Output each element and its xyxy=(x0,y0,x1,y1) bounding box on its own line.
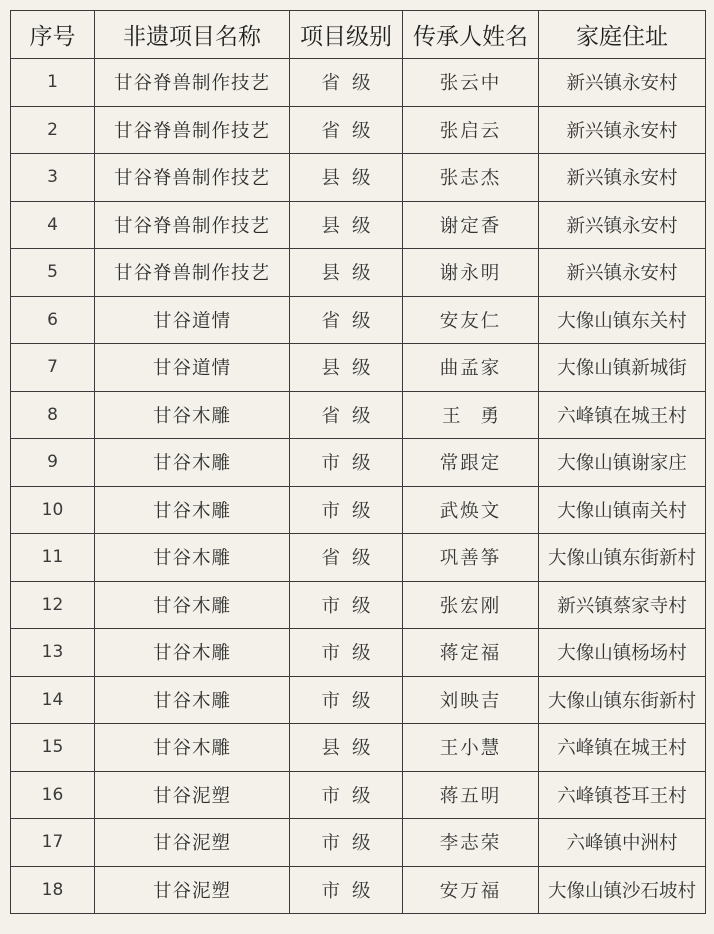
cell-no: 13 xyxy=(11,629,95,677)
cell-inheritor: 王勇 xyxy=(403,391,539,439)
cell-project: 甘谷木雕 xyxy=(95,676,290,724)
cell-inheritor: 谢永明 xyxy=(403,249,539,297)
cell-address: 新兴镇永安村 xyxy=(539,106,706,154)
cell-level: 市级 xyxy=(290,486,403,534)
cell-address: 新兴镇永安村 xyxy=(539,154,706,202)
cell-address: 大像山镇东关村 xyxy=(539,296,706,344)
header-inheritor: 传承人姓名 xyxy=(403,11,539,59)
cell-level: 市级 xyxy=(290,819,403,867)
cell-address: 大像山镇沙石坡村 xyxy=(539,866,706,914)
cell-no: 5 xyxy=(11,249,95,297)
table-row xyxy=(11,771,706,819)
cell-inheritor: 张云中 xyxy=(403,59,539,107)
cell-no: 12 xyxy=(11,581,95,629)
cell-level: 省级 xyxy=(290,391,403,439)
cell-address: 新兴镇蔡家寺村 xyxy=(539,581,706,629)
cell-project: 甘谷道情 xyxy=(95,344,290,392)
cell-address: 大像山镇谢家庄 xyxy=(539,439,706,487)
header-row xyxy=(11,11,706,59)
cell-no: 7 xyxy=(11,344,95,392)
cell-project: 甘谷木雕 xyxy=(95,534,290,582)
cell-level: 市级 xyxy=(290,866,403,914)
cell-inheritor: 张宏刚 xyxy=(403,581,539,629)
table-body xyxy=(11,59,706,914)
cell-project: 甘谷木雕 xyxy=(95,724,290,772)
cell-level: 省级 xyxy=(290,106,403,154)
cell-project: 甘谷泥塑 xyxy=(95,771,290,819)
table-row xyxy=(11,866,706,914)
cell-level: 县级 xyxy=(290,201,403,249)
table-row xyxy=(11,344,706,392)
cell-level: 市级 xyxy=(290,771,403,819)
cell-inheritor: 蒋定福 xyxy=(403,629,539,677)
cell-inheritor: 安万福 xyxy=(403,866,539,914)
header-no: 序号 xyxy=(11,11,95,59)
cell-level: 省级 xyxy=(290,59,403,107)
cell-no: 17 xyxy=(11,819,95,867)
cell-inheritor: 曲孟家 xyxy=(403,344,539,392)
cell-level: 市级 xyxy=(290,581,403,629)
table-row xyxy=(11,439,706,487)
heritage-table xyxy=(10,10,706,914)
table-row xyxy=(11,106,706,154)
cell-address: 大像山镇东街新村 xyxy=(539,534,706,582)
cell-project: 甘谷木雕 xyxy=(95,391,290,439)
cell-project: 甘谷泥塑 xyxy=(95,866,290,914)
cell-level: 县级 xyxy=(290,344,403,392)
cell-address: 新兴镇永安村 xyxy=(539,59,706,107)
heritage-table-container xyxy=(10,10,705,920)
cell-inheritor: 李志荣 xyxy=(403,819,539,867)
cell-inheritor: 巩善筝 xyxy=(403,534,539,582)
table-row xyxy=(11,819,706,867)
cell-address: 大像山镇南关村 xyxy=(539,486,706,534)
cell-level: 市级 xyxy=(290,676,403,724)
cell-no: 14 xyxy=(11,676,95,724)
cell-address: 六峰镇在城王村 xyxy=(539,391,706,439)
table-row xyxy=(11,154,706,202)
cell-project: 甘谷木雕 xyxy=(95,439,290,487)
cell-no: 15 xyxy=(11,724,95,772)
table-row xyxy=(11,391,706,439)
header-level: 项目级别 xyxy=(290,11,403,59)
cell-no: 11 xyxy=(11,534,95,582)
cell-inheritor: 刘映吉 xyxy=(403,676,539,724)
cell-level: 市级 xyxy=(290,629,403,677)
cell-address: 大像山镇东街新村 xyxy=(539,676,706,724)
cell-no: 8 xyxy=(11,391,95,439)
cell-no: 4 xyxy=(11,201,95,249)
cell-no: 18 xyxy=(11,866,95,914)
cell-no: 9 xyxy=(11,439,95,487)
table-header xyxy=(11,11,706,59)
header-address: 家庭住址 xyxy=(539,11,706,59)
cell-project: 甘谷脊兽制作技艺 xyxy=(95,106,290,154)
cell-inheritor: 张志杰 xyxy=(403,154,539,202)
cell-project: 甘谷道情 xyxy=(95,296,290,344)
cell-level: 省级 xyxy=(290,296,403,344)
cell-no: 16 xyxy=(11,771,95,819)
cell-project: 甘谷木雕 xyxy=(95,581,290,629)
cell-inheritor: 武焕文 xyxy=(403,486,539,534)
cell-no: 3 xyxy=(11,154,95,202)
cell-project: 甘谷脊兽制作技艺 xyxy=(95,59,290,107)
cell-no: 2 xyxy=(11,106,95,154)
table-row xyxy=(11,296,706,344)
cell-level: 市级 xyxy=(290,439,403,487)
cell-address: 六峰镇苍耳王村 xyxy=(539,771,706,819)
cell-inheritor: 张启云 xyxy=(403,106,539,154)
table-row xyxy=(11,201,706,249)
cell-no: 1 xyxy=(11,59,95,107)
cell-project: 甘谷脊兽制作技艺 xyxy=(95,154,290,202)
cell-level: 县级 xyxy=(290,154,403,202)
cell-address: 大像山镇新城街 xyxy=(539,344,706,392)
table-row xyxy=(11,486,706,534)
cell-project: 甘谷木雕 xyxy=(95,486,290,534)
cell-no: 6 xyxy=(11,296,95,344)
cell-project: 甘谷脊兽制作技艺 xyxy=(95,201,290,249)
cell-no: 10 xyxy=(11,486,95,534)
cell-inheritor: 安友仁 xyxy=(403,296,539,344)
table-row xyxy=(11,59,706,107)
table-row xyxy=(11,249,706,297)
cell-address: 新兴镇永安村 xyxy=(539,201,706,249)
header-project: 非遗项目名称 xyxy=(95,11,290,59)
cell-inheritor: 蒋五明 xyxy=(403,771,539,819)
cell-inheritor: 常跟定 xyxy=(403,439,539,487)
table-row xyxy=(11,724,706,772)
table-row xyxy=(11,629,706,677)
cell-level: 省级 xyxy=(290,534,403,582)
cell-address: 六峰镇中洲村 xyxy=(539,819,706,867)
cell-address: 大像山镇杨场村 xyxy=(539,629,706,677)
cell-project: 甘谷脊兽制作技艺 xyxy=(95,249,290,297)
cell-project: 甘谷泥塑 xyxy=(95,819,290,867)
table-row xyxy=(11,534,706,582)
table-row xyxy=(11,581,706,629)
cell-level: 县级 xyxy=(290,249,403,297)
cell-inheritor: 谢定香 xyxy=(403,201,539,249)
table-row xyxy=(11,676,706,724)
cell-inheritor: 王小慧 xyxy=(403,724,539,772)
cell-level: 县级 xyxy=(290,724,403,772)
cell-address: 新兴镇永安村 xyxy=(539,249,706,297)
cell-address: 六峰镇在城王村 xyxy=(539,724,706,772)
cell-project: 甘谷木雕 xyxy=(95,629,290,677)
